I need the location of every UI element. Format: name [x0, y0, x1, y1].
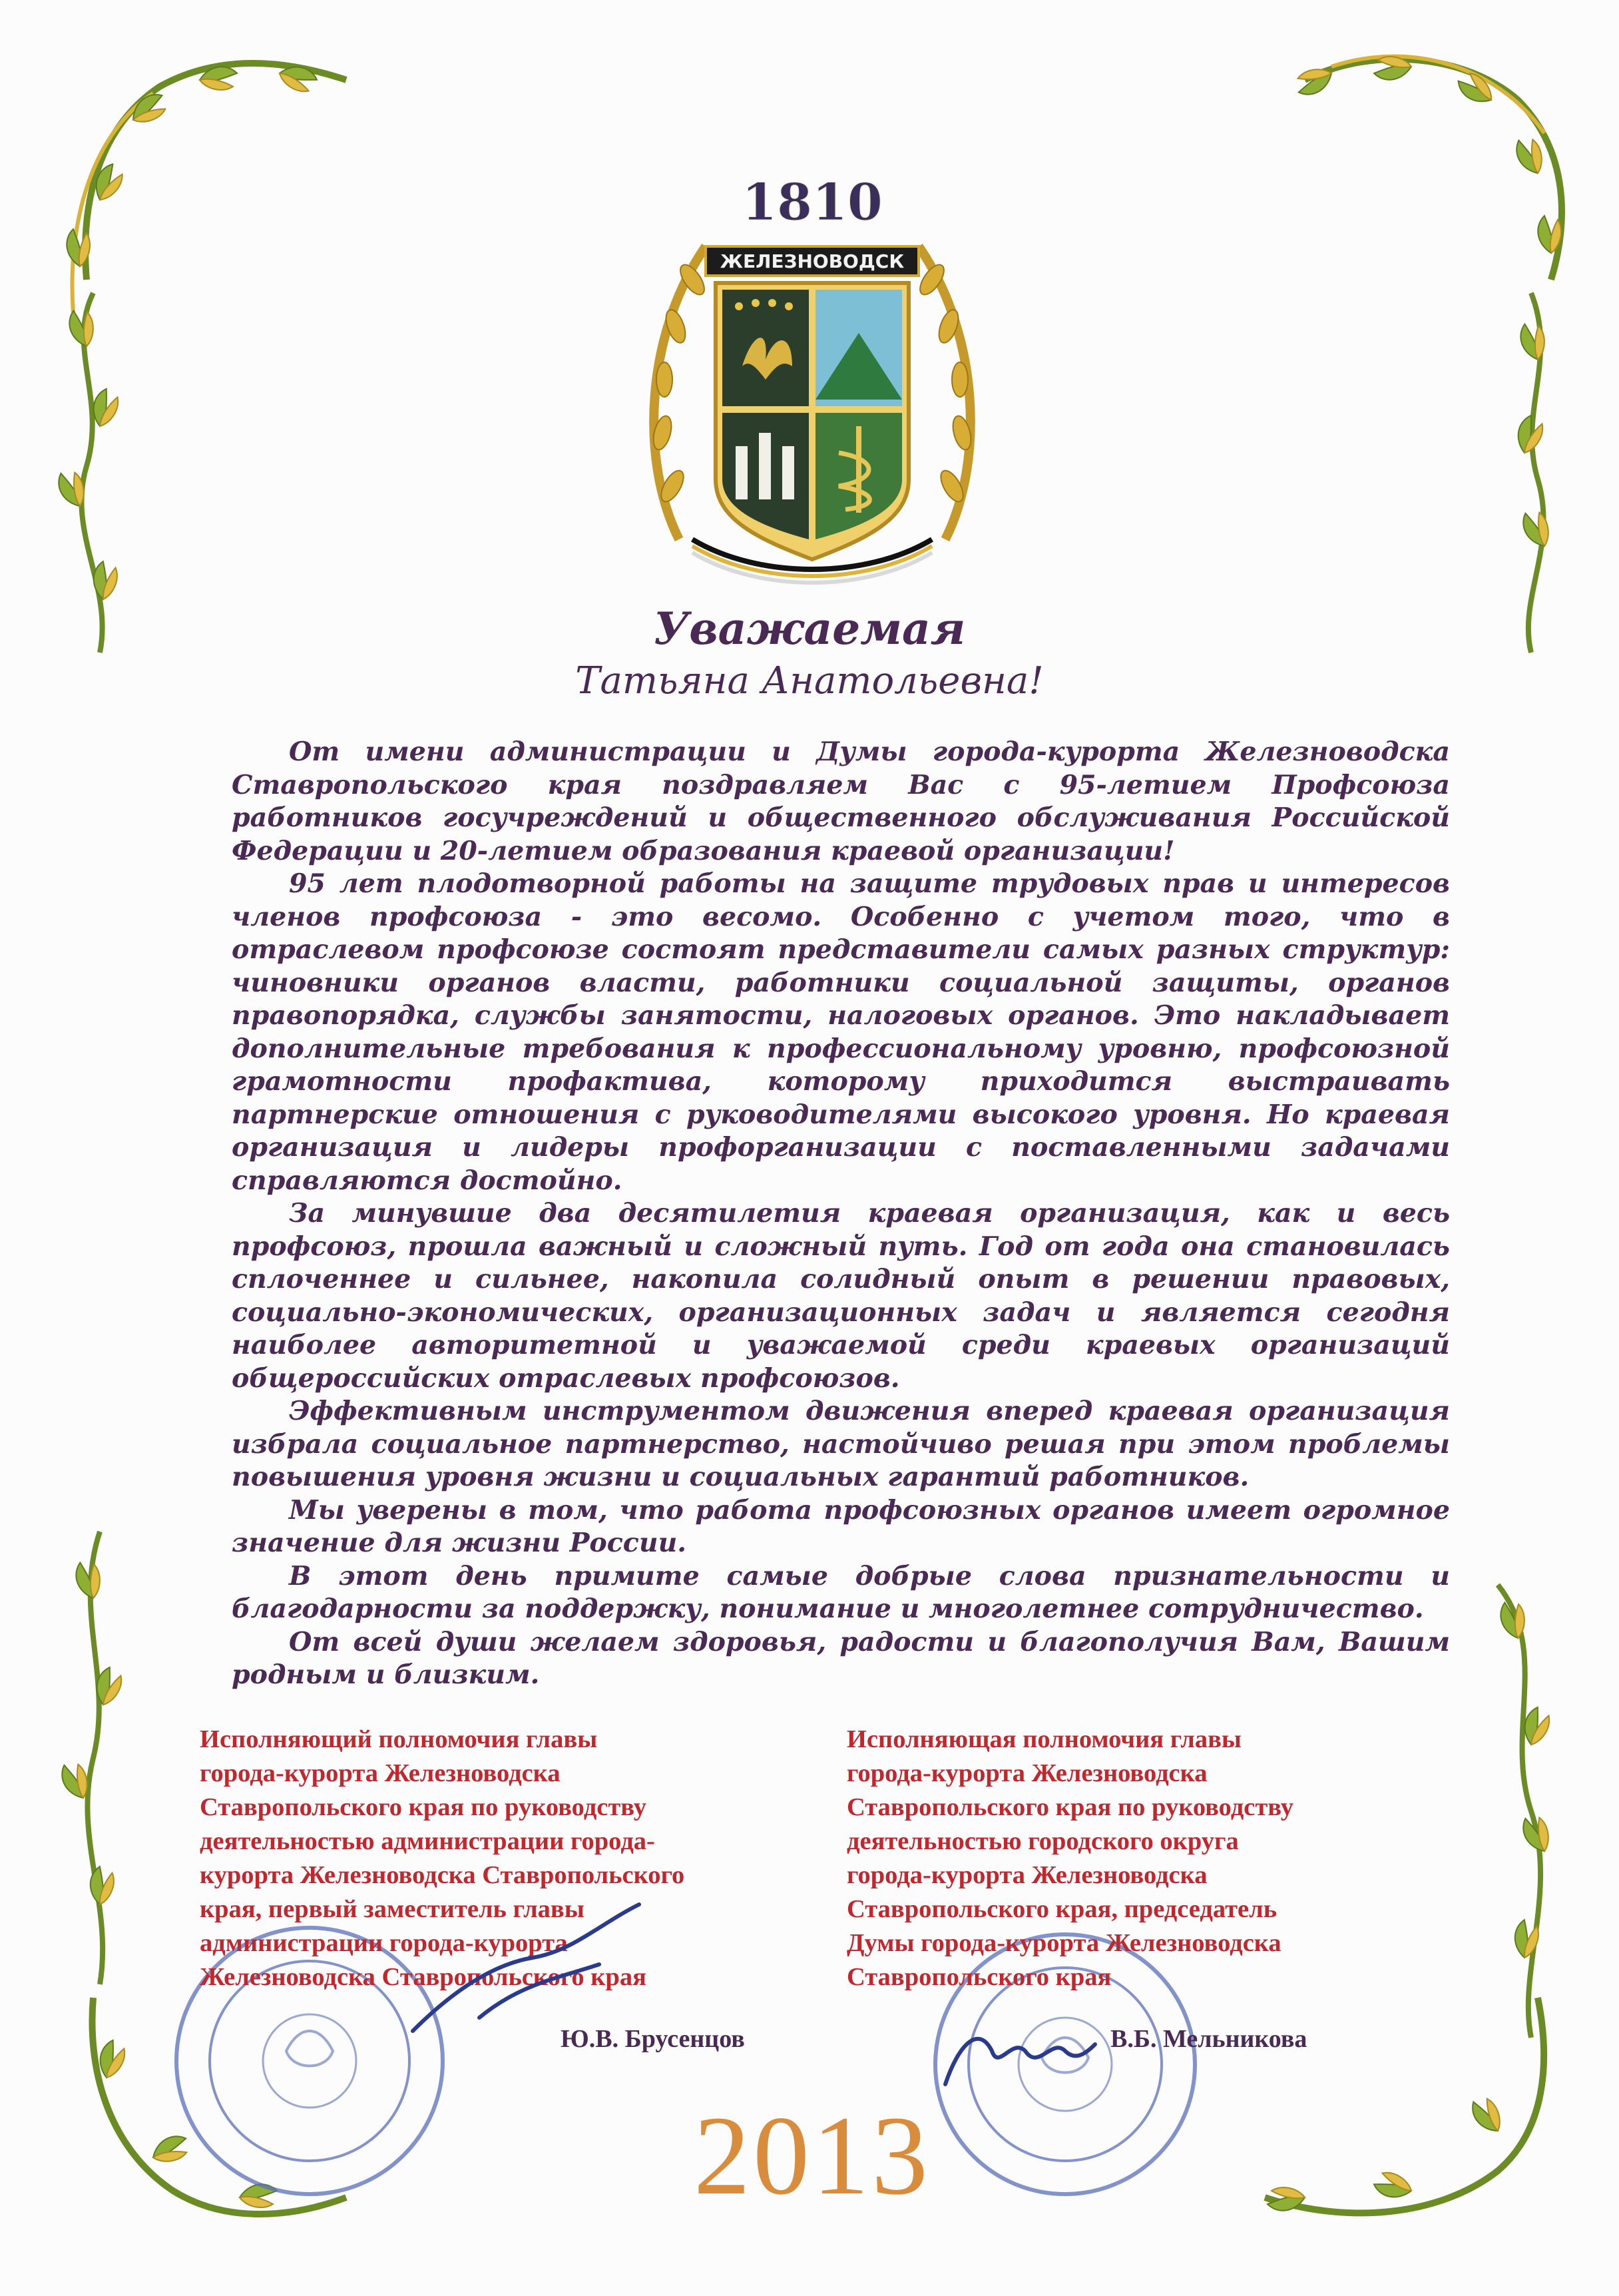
paragraph: 95 лет плодотворной работы на защите трудовых прав и интересов членов профсоюза - это весомо. Особенно с учетом того, что в отраслевом профсоюзе состоят представители самых разных структур: чиновники органов власти, работники социальной защиты, органов правопорядка, службы занятости, налоговых органов. Это накладывает дополнительные требования к профессиональному уровню, профсоюзной грамотности профактива, которому приходится выстраивать партнерские отношения с руководителями высокого уровня. Но краевая организация и лидеры профорганизации с поставленными задачами справляются достойно. [232, 868, 1450, 1196]
signatory-line: Железноводска Ставропольского края [200, 1963, 646, 1991]
signatory-line: Ставропольского края по руководству [847, 1793, 1294, 1821]
document-year: 2013 [694, 2093, 931, 2218]
greeting-title: Уважаемая [653, 603, 966, 655]
frame-side-right [1498, 293, 1554, 2038]
signatory-line: Исполняющий полномочия главы [200, 1725, 598, 1753]
signatory-left-name: Ю.В. Брусенцов [561, 2025, 745, 2053]
signatory-line: администрации города-курорта [200, 1929, 568, 1957]
signatory-line: Ставропольского края [847, 1963, 1112, 1991]
crest-year: 1810 [742, 172, 883, 232]
frame-corner-top-right [1293, 57, 1562, 280]
signatory-line: города-курорта Железноводска [200, 1759, 561, 1787]
paragraph: Мы уверены в том, что работа профсоюзных органов имеет огромное значение для жизни России. [232, 1494, 1450, 1558]
paragraph: За минувшие два десятилетия краевая организация, как и весь профсоюз, прошла важный и сложный путь. Год от года она становилась сплоченнее и сильнее, накопила солидный опыт в решении правовых, социально-экономических, организационных задач и является сегодня наиболее авторитетной и уважаемой среди краевых организаций общероссийских отраслевых профсоюзов. [232, 1198, 1450, 1394]
signatory-line: Думы города-курорта Железноводска [847, 1929, 1281, 1957]
signatory-right-name: В.Б. Мельникова [1110, 2025, 1307, 2053]
signatory-line: города-курорта Железноводска [847, 1861, 1208, 1889]
signatory-line: края, первый заместитель главы [200, 1895, 584, 1923]
paragraph: От имени администрации и Думы города-курорта Железноводска Ставропольского края поздравляем Вас с 95-летием Профсоюза работников госучреждений и общественного обслуживания Российской Федерации и 20-летием образования краевой организации! [232, 736, 1450, 866]
signatory-line: деятельностью городского округа [847, 1827, 1239, 1855]
letter-body [232, 736, 1450, 1692]
paragraph: Эффективным инструментом движения вперед краевая организация избрала социальное партнерство, настойчиво решая при этом проблемы повышения уровня жизни и социальных гарантий работников. [232, 1396, 1450, 1492]
frame-corner-top-left [67, 61, 346, 313]
signatory-line: города-курорта Железноводска [847, 1759, 1208, 1787]
signature-right [932, 1998, 1105, 2104]
signatory-line: курорта Железноводска Ставропольского [200, 1861, 685, 1889]
paragraph: От всей души желаем здоровья, радости и благополучия Вам, Вашим родным и близким. [232, 1626, 1450, 1690]
frame-side-left [55, 293, 125, 1984]
signatory-line: Ставропольского края, председатель [847, 1895, 1277, 1923]
shield [716, 283, 909, 559]
crest-city-banner: ЖЕЛЕЗНОВОДСК [720, 250, 905, 272]
greeting-addressee: Татьяна Анатольевна! [575, 659, 1044, 703]
signatory-right-title [847, 1723, 1446, 1994]
coat-of-arms-emblem [626, 166, 999, 593]
signatory-line: деятельностью администрации города- [200, 1827, 655, 1855]
paragraph: В этот день примите самые добрые слова признательности и благодарности за поддержку, понимание и многолетнее сотрудничество. [232, 1560, 1450, 1624]
signatory-line: Исполняющая полномочия главы [847, 1725, 1242, 1753]
signatory-line: Ставропольского края по руководству [200, 1793, 647, 1821]
